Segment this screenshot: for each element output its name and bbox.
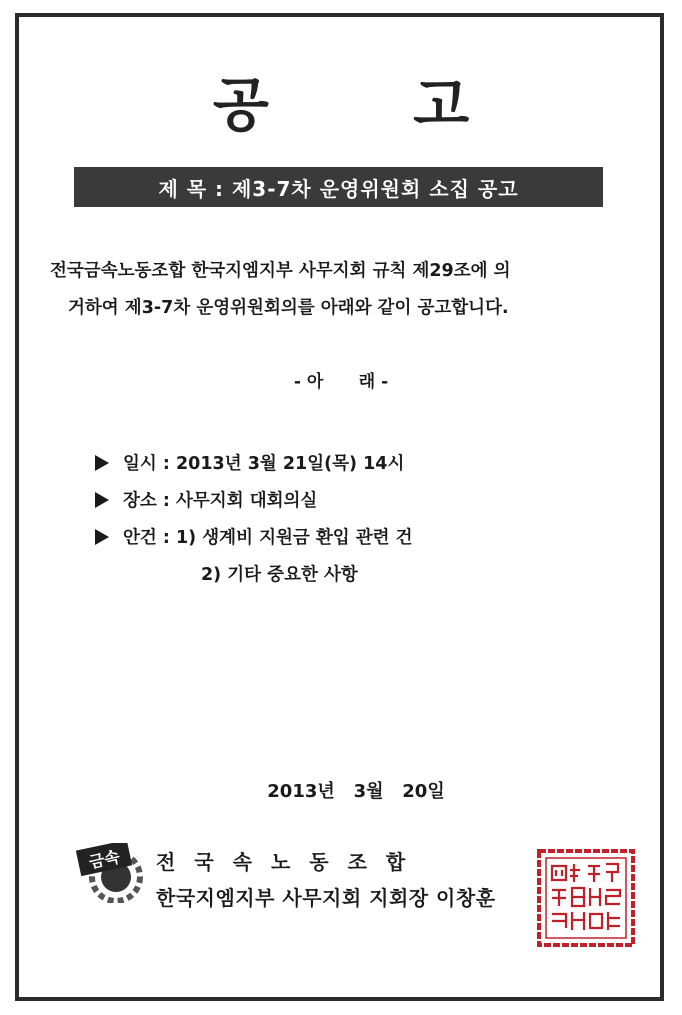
list-item xyxy=(95,481,615,518)
item-location: 장소 : 사무지회 대회의실 xyxy=(123,491,318,511)
signatory: 한국지엠지부 사무지회 지회장 이창훈 xyxy=(156,886,496,910)
notice-body xyxy=(50,253,630,327)
list-item xyxy=(95,518,615,555)
arrow-right-icon xyxy=(95,492,109,508)
union-name: 전국속노동조합 xyxy=(156,850,425,874)
arae-heading: - 아 래 - xyxy=(293,372,389,392)
arrow-right-icon xyxy=(95,529,109,545)
subject-text: 제 목 : 제3-7차 운영위원회 소집 공고 xyxy=(158,176,519,201)
item-agenda: 안건 : 1) 생계비 지원금 환입 관련 건 xyxy=(123,528,413,548)
official-seal-icon xyxy=(536,848,636,948)
agenda-sub-item: 2) 기타 중요한 사항 xyxy=(201,565,358,585)
notice-title: 공 고 xyxy=(212,71,532,139)
body-line-2: 거하여 제3-7차 운영위원회의를 아래와 같이 공고합니다. xyxy=(68,298,509,318)
logo-text: 금속 xyxy=(87,846,122,872)
body-line-1: 전국금속노동조합 한국지엠지부 사무지회 규칙 제29조에 의 xyxy=(50,261,511,281)
list-item xyxy=(95,444,615,481)
notice-items xyxy=(95,444,615,592)
notice-date: 2013년 3월 20일 xyxy=(267,781,445,802)
arrow-right-icon xyxy=(95,455,109,471)
union-logo-icon xyxy=(76,843,146,903)
item-datetime: 일시 : 2013년 3월 21일(목) 14시 xyxy=(123,454,405,474)
subject-bar xyxy=(74,167,603,207)
